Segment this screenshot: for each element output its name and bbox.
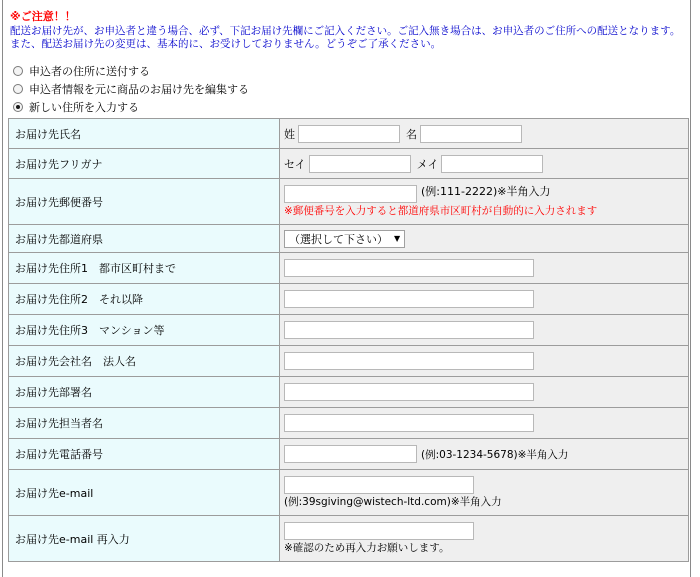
prefecture-select-value: （選択して下さい） xyxy=(289,232,388,246)
value-kana xyxy=(280,149,689,179)
value-addr2 xyxy=(280,284,689,315)
value-dept xyxy=(280,377,689,408)
chevron-down-icon: ▼ xyxy=(394,234,401,243)
zip-input[interactable] xyxy=(284,185,417,203)
row-tel xyxy=(9,439,689,470)
label-company: お届け先会社名 法人名 xyxy=(9,346,280,377)
value-addr1 xyxy=(280,253,689,284)
company-input[interactable] xyxy=(284,352,534,370)
contact-person-input[interactable] xyxy=(284,414,534,432)
label-addr1: お届け先住所1 都市区町村まで xyxy=(9,253,280,284)
radio-button[interactable] xyxy=(13,84,23,94)
value-pref xyxy=(280,225,689,253)
last-name-kana-input[interactable] xyxy=(309,155,411,173)
email-example: (例:39sgiving@wistech-ltd.com)※半角入力 xyxy=(284,496,502,508)
option-label: 申込者情報を元に商品のお届け先を編集する xyxy=(29,83,249,96)
row-zip xyxy=(9,179,689,225)
row-name xyxy=(9,119,689,149)
row-addr3 xyxy=(9,315,689,346)
notice-body: 配送お届け先が、お申込者と違う場合、必ず、下記お届け先欄にご記入ください。ご記入無き場合は、お申込者のご住所への配送となります。また、配送お届け先の変更は、基本的に、お受けしておりません。どうぞご了承ください。 xyxy=(10,25,681,50)
department-input[interactable] xyxy=(284,383,534,401)
email-confirm-note: ※確認のため再入力お願いします。 xyxy=(284,542,450,554)
address2-input[interactable] xyxy=(284,290,534,308)
row-email-confirm xyxy=(9,516,689,562)
option-new-address[interactable] xyxy=(11,98,249,116)
label-tel: お届け先電話番号 xyxy=(9,439,280,470)
address1-input[interactable] xyxy=(284,259,534,277)
row-addr2 xyxy=(9,284,689,315)
row-company xyxy=(9,346,689,377)
option-edit-from-applicant[interactable] xyxy=(11,80,249,98)
label-email-confirm: お届け先e-mail 再入力 xyxy=(9,516,280,562)
option-label: 申込者の住所に送付する xyxy=(29,65,150,78)
option-use-applicant-address[interactable] xyxy=(11,62,249,80)
mei-kana-label: メイ xyxy=(416,157,439,171)
mei-label: 名 xyxy=(406,127,417,141)
value-name xyxy=(280,119,689,149)
value-addr3 xyxy=(280,315,689,346)
label-kana: お届け先フリガナ xyxy=(9,149,280,179)
value-email xyxy=(280,470,689,516)
row-email xyxy=(9,470,689,516)
label-addr3: お届け先住所3 マンション等 xyxy=(9,315,280,346)
radio-button-selected[interactable] xyxy=(13,102,23,112)
sei-label: 姓 xyxy=(284,127,295,141)
radio-button[interactable] xyxy=(13,66,23,76)
zip-warning: ※郵便番号を入力すると都道府県市区町村が自動的に入力されます xyxy=(284,205,598,217)
label-dept: お届け先部署名 xyxy=(9,377,280,408)
row-addr1 xyxy=(9,253,689,284)
email-confirm-input[interactable] xyxy=(284,522,474,540)
value-email-confirm xyxy=(280,516,689,562)
row-dept xyxy=(9,377,689,408)
label-name: お届け先氏名 xyxy=(9,119,280,149)
row-pref xyxy=(9,225,689,253)
notice-title: ※ご注意！！ xyxy=(10,10,76,23)
delivery-notice xyxy=(10,10,684,51)
value-company xyxy=(280,346,689,377)
last-name-input[interactable] xyxy=(298,125,400,143)
phone-input[interactable] xyxy=(284,445,417,463)
label-zip: お届け先郵便番号 xyxy=(9,179,280,225)
value-zip xyxy=(280,179,689,225)
zip-example: (例:111-2222)※半角入力 xyxy=(421,185,551,198)
row-person xyxy=(9,408,689,439)
value-tel xyxy=(280,439,689,470)
prefecture-select[interactable] xyxy=(284,230,405,248)
label-pref: お届け先都道府県 xyxy=(9,225,280,253)
sei-kana-label: セイ xyxy=(284,157,306,171)
label-person: お届け先担当者名 xyxy=(9,408,280,439)
phone-example: (例:03-1234-5678)※半角入力 xyxy=(421,448,569,461)
first-name-input[interactable] xyxy=(420,125,522,143)
value-person xyxy=(280,408,689,439)
address3-input[interactable] xyxy=(284,321,534,339)
row-kana xyxy=(9,149,689,179)
delivery-address-table xyxy=(8,118,689,562)
delivery-option-group xyxy=(11,62,249,116)
option-label: 新しい住所を入力する xyxy=(29,101,139,114)
label-addr2: お届け先住所2 それ以降 xyxy=(9,284,280,315)
first-name-kana-input[interactable] xyxy=(441,155,543,173)
email-input[interactable] xyxy=(284,476,474,494)
label-email: お届け先e-mail xyxy=(9,470,280,516)
